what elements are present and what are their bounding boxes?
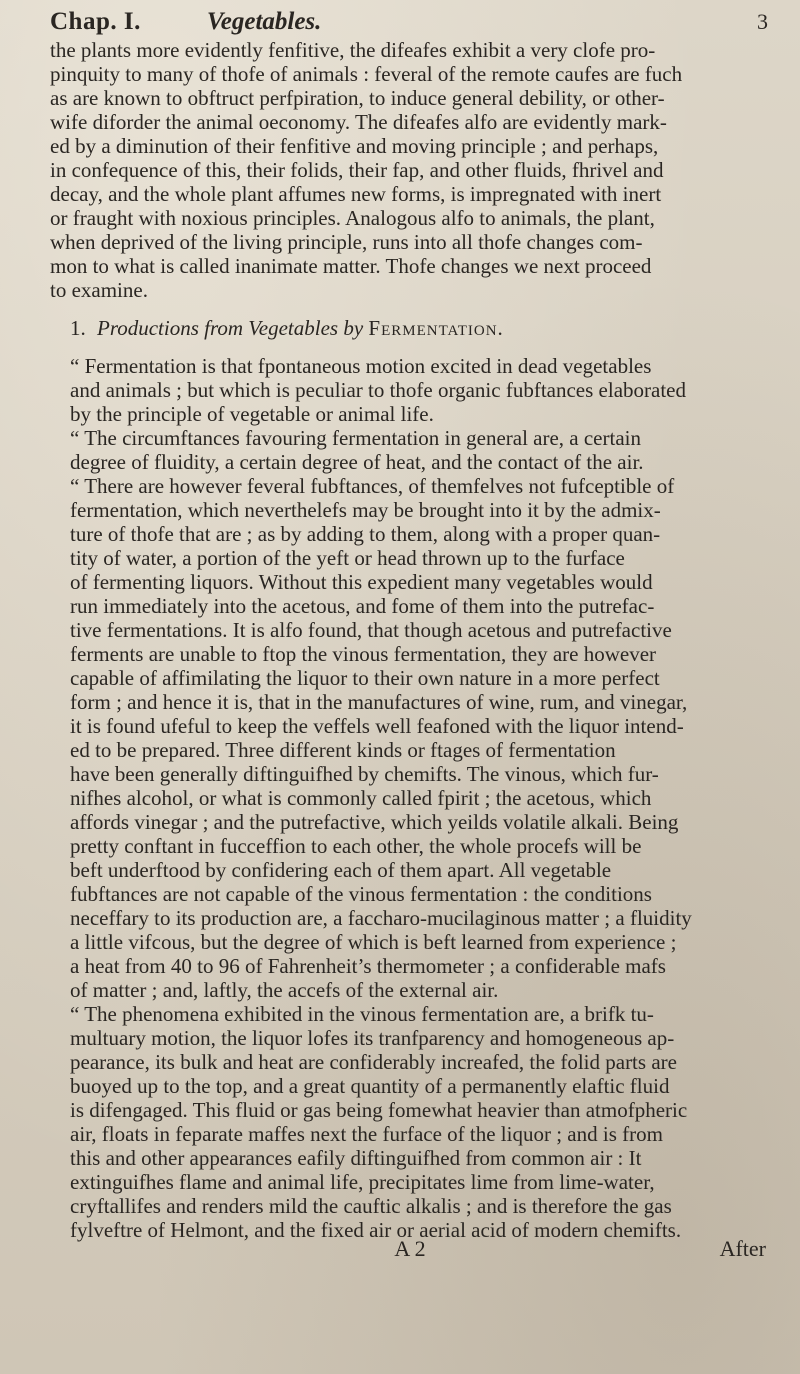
text-line: tity of water, a portion of the yeft or head thrown up to the furface [70,546,625,570]
paragraph-circumstances [50,426,770,474]
paragraph-substances [50,474,770,1002]
text-line: form ; and hence it is, that in the manufactures of wine, rum, and vinegar, [70,690,688,714]
section-title: Productions from Vegetables by [97,316,364,340]
text-line: beft underftood by confidering each of them apart. All vegetable [70,858,612,882]
text-line: is difengaged. This fluid or gas being fomewhat heavier than atmofpheric [70,1098,688,1122]
text-line: fubftances are not capable of the vinous fermentation : the conditions [70,882,652,906]
text-line: as are known to obftruct perfpiration, to induce general debility, or other- [50,86,665,110]
signature-mark: A 2 [394,1236,426,1261]
text-line: of matter ; and, laftly, the accefs of the external air. [70,978,499,1002]
text-line: ed to be prepared. Three different kinds or ftages of fermentation [70,738,616,762]
text-line: ed by a diminution of their fenfitive and moving principle ; and perhaps, [50,134,659,158]
header-title: Vegetables. [206,8,322,35]
intro-paragraph [50,38,770,302]
text-line: in confequence of this, their folids, their fap, and other fluids, fhrivel and [50,158,664,182]
text-line: and animals ; but which is peculiar to thofe organic fubftances elaborated [70,378,686,402]
text-line: it is found ufeful to keep the veffels well feafoned with the liquor intend- [70,714,684,738]
text-line: “ There are however feveral fubftances, of themfelves not fufceptible of [70,474,675,498]
text-line: a little vifcous, but the degree of which is beft learned from experience ; [70,930,677,954]
page-footer [50,1238,770,1260]
text-line: “ The phenomena exhibited in the vinous fermentation are, a brifk tu- [70,1002,654,1026]
section-heading [70,316,770,340]
text-line: ferments are unable to ftop the vinous fermentation, they are however [70,642,657,666]
text-line: cryftallifes and renders mild the cauftic alkalis ; and is therefore the gas [70,1194,672,1218]
text-line: pretty conftant in fucceffion to each other, the whole procefs will be [70,834,642,858]
text-line: pinquity to many of thofe of animals : feveral of the remote caufes are fuch [50,62,683,86]
text-line: to examine. [50,278,148,302]
text-line: capable of affimilating the liquor to their own nature in a more perfect [70,666,660,690]
text-line: multuary motion, the liquor lofes its tranfparency and homogeneous ap- [70,1026,675,1050]
text-line: “ Fermentation is that fpontaneous motion excited in dead vegetables [70,354,652,378]
text-line: when deprived of the living principle, runs into all thofe changes com- [50,230,643,254]
text-line: or fraught with noxious principles. Analogous alfo to animals, the plant, [50,206,655,230]
text-line: extinguifhes flame and animal life, precipitates lime from lime-water, [70,1170,655,1194]
running-head [50,6,770,38]
text-line: ture of thofe that are ; as by adding to them, along with a proper quan- [70,522,661,546]
text-line: have been generally diftinguifhed by chemifts. The vinous, which fur- [70,762,659,786]
text-line: affords vinegar ; and the putrefactive, which yeilds volatile alkali. Being [70,810,679,834]
text-line: degree of fluidity, a certain degree of heat, and the contact of the air. [70,450,644,474]
page-number: 3 [757,9,768,34]
text-line: run immediately into the acetous, and fome of them into the putrefac- [70,594,655,618]
text-line: decay, and the whole plant affumes new forms, is impregnated with inert [50,182,662,206]
text-line: neceffary to its production are, a faccharo-mucilaginous matter ; a fluidity [70,906,692,930]
text-line: tive fermentations. It is alfo found, that though acetous and putrefactive [70,618,672,642]
paragraph-phenomena [50,1002,770,1242]
chapter-label: Chap. I. [50,8,141,35]
catchword: After [719,1236,766,1261]
text-line: of fermenting liquors. Without this expedient many vegetables would [70,570,653,594]
text-line: air, floats in feparate maffes next the furface of the liquor ; and is from [70,1122,663,1146]
text-line: this and other appearances eafily diftinguifhed from common air : It [70,1146,642,1170]
text-line: wife diforder the animal oeconomy. The difeafes alfo are evidently mark- [50,110,667,134]
section-keyword: Fermentation. [368,316,504,340]
text-line: mon to what is called inanimate matter. Thofe changes we next proceed [50,254,652,278]
section-number: 1. [70,316,86,340]
text-line: nifhes alcohol, or what is commonly called fpirit ; the acetous, which [70,786,652,810]
text-line: the plants more evidently fenfitive, the difeafes exhibit a very clofe pro- [50,38,656,62]
text-line: a heat from 40 to 96 of Fahrenheit’s thermometer ; a confiderable mafs [70,954,666,978]
text-line: fylveftre of Helmont, and the fixed air or aerial acid of modern chemifts. [70,1218,682,1242]
text-line: by the principle of vegetable or animal life. [70,402,434,426]
text-line: fermentation, which neverthelefs may be brought into it by the admix- [70,498,661,522]
paragraph-definition [50,354,770,426]
text-line: “ The circumftances favouring fermentation in general are, a certain [70,426,641,450]
text-line: buoyed up to the top, and a great quantity of a permanently elaftic fluid [70,1074,670,1098]
text-line: pearance, its bulk and heat are confiderably increafed, the folid parts are [70,1050,677,1074]
